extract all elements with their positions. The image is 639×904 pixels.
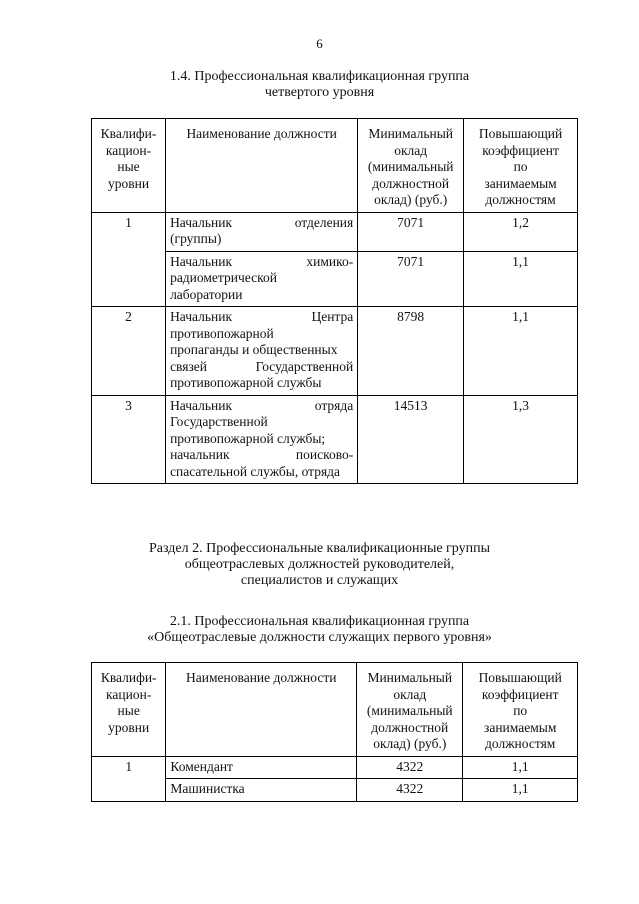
position-name-line: спасательной службы, отряда (170, 463, 341, 479)
position-name-word: Центра (311, 309, 354, 324)
position-name-line: противопожарной службы; (170, 430, 326, 446)
min-salary-cell: 7071 (358, 212, 464, 251)
table-header (92, 119, 578, 213)
position-name-line (170, 398, 353, 415)
section-heading-1-4 (0, 69, 639, 101)
header-min-salary (358, 119, 464, 213)
header-qual-levels (92, 119, 166, 213)
header-text: должностям (485, 192, 556, 207)
position-name-word: химико- (306, 253, 354, 269)
position-name-line (170, 359, 353, 376)
position-name-cell (166, 307, 358, 396)
header-text: оклад (393, 686, 427, 702)
heading-line: «Общеотраслевые должности служащих первого уровня» (147, 630, 492, 645)
position-name-line (170, 254, 353, 271)
header-text: ные (117, 703, 140, 718)
header-text: (минимальный (367, 159, 454, 174)
position-name-line (170, 447, 353, 464)
header-text: должностям (485, 736, 556, 751)
qual-level-cell: 1 (92, 212, 166, 307)
position-name-cell (166, 395, 358, 484)
header-text: Повышающий (478, 670, 562, 685)
header-text: Квалифи- (100, 126, 157, 141)
position-name-word: связей (170, 358, 208, 374)
section-heading-razdel-2 (0, 541, 639, 589)
position-name-cell (166, 212, 358, 251)
header-text: оклад) (руб.) (373, 736, 447, 751)
header-position-name (166, 663, 357, 757)
position-name-word: отделения (294, 214, 354, 230)
position-name-word: поисково- (295, 447, 354, 462)
min-salary-cell: 4322 (357, 756, 463, 779)
page-number: 6 (316, 36, 323, 51)
coefficient-cell: 1,1 (463, 756, 578, 779)
header-text: должностной (371, 719, 449, 735)
coefficient-cell: 1,1 (463, 779, 578, 802)
position-name-word: Начальник (170, 309, 233, 324)
qualification-table-2 (91, 662, 578, 802)
qualification-table-1 (91, 118, 578, 484)
table-row (92, 307, 578, 396)
heading-line: Раздел 2. Профессиональные квалификационные группы (148, 541, 491, 556)
position-name-cell (166, 779, 357, 802)
header-coefficient (463, 663, 578, 757)
position-name-word: начальник (170, 447, 230, 462)
header-text: занимаемым (484, 175, 557, 191)
header-text: оклад) (руб.) (374, 192, 448, 207)
header-qual-levels (92, 663, 166, 757)
header-text: уровни (107, 175, 150, 191)
min-salary-cell: 4322 (357, 779, 463, 802)
position-name-word: отряда (314, 397, 354, 413)
table-row (92, 756, 578, 779)
header-text: Минимальный (367, 670, 453, 685)
header-text: кацион- (106, 686, 152, 702)
coefficient-cell: 1,1 (464, 307, 578, 396)
min-salary-cell: 8798 (358, 307, 464, 396)
min-salary-cell: 7071 (358, 251, 464, 307)
header-coefficient (464, 119, 578, 213)
header-text: Минимальный (368, 126, 453, 141)
section-heading-2-1 (0, 614, 639, 646)
header-text: занимаемым (484, 719, 557, 735)
position-name-word: Государственной (255, 358, 354, 374)
position-name-word: Начальник (170, 253, 233, 269)
position-name-line: пропаганды и общественных (170, 342, 338, 357)
header-text: по (513, 159, 528, 174)
min-salary-cell: 14513 (358, 395, 464, 484)
table-body (92, 212, 578, 484)
position-name-line (170, 215, 353, 232)
table-row (92, 395, 578, 484)
position-name-line: противопожарной службы (170, 375, 322, 390)
heading-line: четвертого уровня (264, 85, 375, 100)
qual-level-cell: 1 (92, 756, 166, 801)
header-min-salary (357, 663, 463, 757)
coefficient-cell: 1,2 (464, 212, 578, 251)
heading-line: 2.1. Профессиональная квалификационная группа (169, 614, 470, 629)
header-text: коэффициент (481, 686, 559, 702)
header-text: Наименование должности (186, 670, 337, 685)
table-header (92, 663, 578, 757)
position-name-line (170, 309, 353, 326)
header-text: кацион- (105, 142, 152, 158)
position-name-line: (группы) (170, 231, 222, 246)
header-text: по (513, 703, 528, 718)
position-name-cell (166, 251, 358, 307)
header-text: оклад (394, 142, 428, 158)
position-name-word: Начальник (170, 397, 233, 413)
position-name-line: противопожарной (170, 325, 274, 341)
header-text: Повышающий (478, 126, 563, 141)
header-position-name (166, 119, 358, 213)
heading-line: специалистов и служащих (240, 573, 399, 588)
position-name-cell (166, 756, 357, 779)
table-header-row (92, 119, 578, 213)
position-name-line: Комендант (170, 758, 233, 774)
position-name-line: лаборатории (170, 286, 243, 302)
header-text: Наименование должности (186, 126, 337, 141)
position-name-word: Начальник (170, 214, 233, 230)
qual-level-cell: 3 (92, 395, 166, 484)
heading-line: общеотраслевых должностей руководителей, (184, 557, 455, 572)
header-text: уровни (108, 719, 150, 735)
coefficient-cell: 1,1 (464, 251, 578, 307)
table-row (92, 212, 578, 251)
position-name-line: Машинистка (170, 781, 245, 796)
heading-line: 1.4. Профессиональная квалификационная группа (169, 69, 470, 84)
table-header-row (92, 663, 578, 757)
header-text: Квалифи- (100, 670, 157, 685)
position-name-line: Государственной (170, 414, 268, 429)
header-text: (минимальный (366, 703, 453, 718)
header-text: ные (117, 159, 140, 174)
table-body (92, 756, 578, 801)
header-text: коэффициент (482, 142, 559, 158)
qual-level-cell: 2 (92, 307, 166, 396)
position-name-line: радиометрической (170, 270, 277, 285)
header-text: должностной (372, 175, 450, 191)
coefficient-cell: 1,3 (464, 395, 578, 484)
